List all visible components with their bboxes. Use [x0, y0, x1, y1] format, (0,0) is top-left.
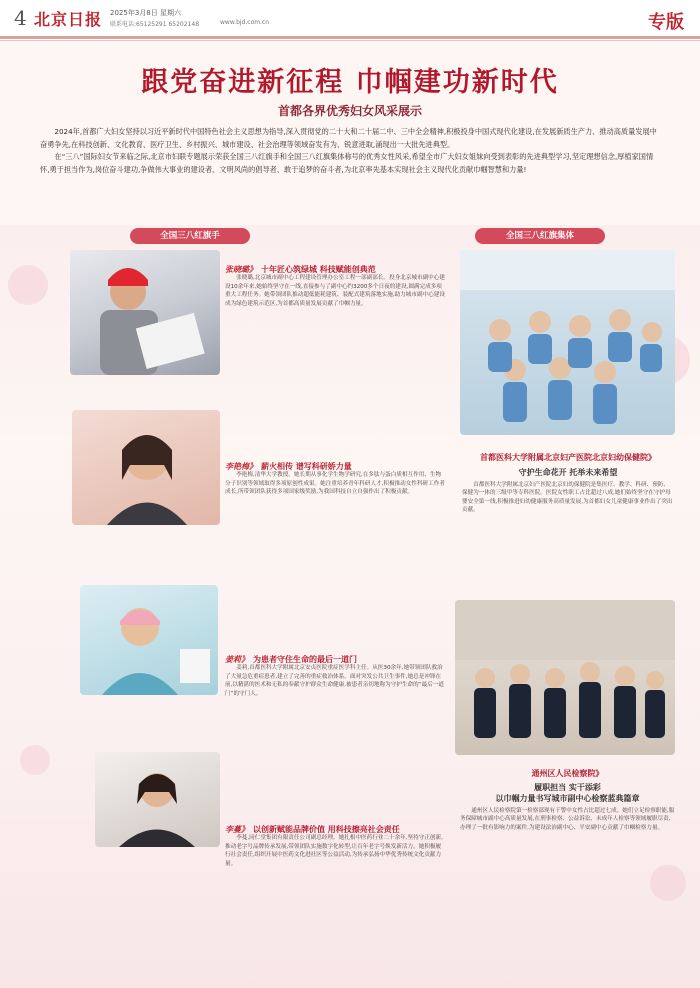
- article-person-name: 李艳梅》: [225, 462, 257, 471]
- organization-name: 通州区人民检察院》: [531, 769, 604, 778]
- article-person-name: 李蔓》: [225, 825, 249, 834]
- newspaper-name: 北京日报: [34, 10, 103, 29]
- side-article-body-wrap: [462, 481, 674, 515]
- website-url: www.bjd.com.cn: [220, 19, 270, 26]
- person-illustration-icon: [95, 752, 220, 847]
- page-subtitle: 首都各界优秀妇女风采展示: [277, 104, 422, 118]
- portrait-photo-jiang: [80, 585, 218, 695]
- article-zhang: [225, 266, 445, 308]
- petal-decoration: [8, 265, 48, 305]
- contact-phone: 联系电话:65125291 65202148: [110, 21, 200, 28]
- page-number: 4: [14, 6, 27, 30]
- side-article-title: 履职担当 实干添彩 以巾帼力量书写城市副中心检察蓝典篇章: [495, 783, 640, 803]
- group-illustration-icon: [455, 600, 675, 755]
- side-article-body: 通州区人民检察院第一检察部现有干警中女性占比超过七成。她们立足检察职能,服务保障城市副中心高质量发展,在刑事检察、公益诉讼、未成年人检察等领域履职尽责,办理了一批有影响力的案件,为建设法治副中心、平安副中心贡献了巾帼检察力量。: [460, 808, 675, 831]
- organization-name: 首都医科大学附属北京妇产医院北京妇幼保健院》: [480, 453, 656, 462]
- section-tag: 专版: [648, 12, 684, 33]
- portrait-photo-li: [72, 410, 220, 525]
- person-illustration-icon: [70, 250, 220, 375]
- article-title: 十年匠心筑绿城 科技赋能创典范: [261, 265, 376, 274]
- group-photo-procuratorate: [455, 600, 675, 755]
- article-body: 李艳梅,清华大学教授。她长期从事化学生物学研究,在多肽与蛋白质相互作用、生物分子识别等领域取得多项原创性成果。她注重培养青年科研人才,积极推动女性科研工作者成长,所带领团队获得多项国家级奖励,为我国科技自立自强作出了积极贡献。: [225, 472, 445, 496]
- article-body: 姜莉,首都医科大学附属北京安贞医院重症医学科主任。从医30余年,她带领团队救治了大量急危重症患者,建立了完善的重症救治体系。面对突发公共卫生事件,她总是冲锋在前,以精湛的医术和无私的奉献守护群众生命健康,被患者亲切地称为守护生命的“最后一道门”的守门人。: [225, 665, 445, 697]
- ribbon-left: 全国三八红旗手: [130, 228, 250, 244]
- article-title: 为患者守住生命的最后一道门: [253, 655, 357, 664]
- article-body: 张晓璐,北京城市副中心工程建设管理办公室工程一部副部长。投身北京城市副中心建设10余年来,她始终坚守在一线,直接参与了副中心约3200多个日夜的建设,圆满完成多项重大工程任务。她带领团队推动超低能耗建筑、装配式建筑落地实施,助力城市副中心建设成为绿色建筑示范区,为首都高质量发展贡献了巾帼力量。: [225, 275, 445, 307]
- side-article-procuratorate: [460, 768, 675, 832]
- group-illustration-icon: [460, 250, 675, 435]
- masthead: [0, 0, 700, 41]
- article-title: 薪火相传 谱写科研娇力量: [261, 462, 352, 471]
- petal-decoration: [650, 865, 686, 901]
- article-heading: [225, 463, 445, 471]
- intro-text: [40, 126, 660, 176]
- article-title: 以创新赋能品牌价值 用科技擦亮社会责任: [253, 825, 400, 834]
- intro-paragraph: 在“三八”国际妇女节来临之际,北京市妇联专题展示荣获全国三八红旗手和全国三八红旗集体称号的优秀女性风采,希望全市广大妇女姐妹向受到表彰的先进典型学习,坚定理想信念,厚植家国情怀,勇于担当作为,岗位奋斗建功,争做伟大事业的建设者、文明风尚的倡导者、敢于追梦的奋斗者,为北京率先基本实现社会主义现代化贡献巾帼智慧和力量!: [40, 152, 654, 174]
- article-heading: [225, 266, 445, 274]
- petal-decoration: [20, 745, 50, 775]
- person-illustration-icon: [80, 585, 218, 695]
- article-person-name: 姜莉》: [225, 655, 249, 664]
- article-li: [225, 463, 445, 497]
- page-title: 跟党奋进新征程 巾帼建功新时代: [141, 67, 559, 98]
- article-limang: [225, 826, 445, 868]
- article-body: 李蔓,同仁堂集团有限责任公司副总经理。她扎根中医药行业二十余年,坚持守正创新,推动老字号品牌传承发展,带领团队实施数字化转型,让百年老字号焕发新活力。她积极履行社会责任,组织开展中医药文化进社区等公益活动,为传承弘扬中华优秀传统文化贡献力量。: [225, 835, 443, 867]
- header-divider: [0, 36, 700, 39]
- article-jiang: [225, 656, 445, 698]
- side-article-body-wrap: [460, 807, 675, 832]
- side-article-hospital: [462, 452, 674, 515]
- side-article-body: 首都医科大学附属北京妇产医院北京妇幼保健院是集医疗、教学、科研、预防、保健为一体的三级甲等专科医院。医院女性职工占比超过八成,她们始终坚守在守护母婴安全第一线,积极推进妇幼健康服务高质量发展,为首都妇女儿童健康事业作出了突出贡献。: [462, 482, 673, 514]
- portrait-photo-zhang: [70, 250, 220, 375]
- group-photo-hospital: [460, 250, 675, 435]
- ribbon-right: 全国三八红旗集体: [475, 228, 605, 244]
- intro-paragraph: 2024年,首都广大妇女坚持以习近平新时代中国特色社会主义思想为指导,深入贯彻党的二十大和二十届二中、三中全会精神,积极投身中国式现代化建设,在发展新质生产力、推动高质量发展中奋勇争先,在科技创新、文化教育、医疗卫生、乡村振兴、城市建设、社会治理等领域奋发有为、锐意进取,涌现出一大批先进典型。: [40, 127, 657, 149]
- article-person-name: 张晓璐》: [225, 265, 257, 274]
- issue-date: 2025年3月8日 星期六: [110, 9, 181, 17]
- person-illustration-icon: [72, 410, 220, 525]
- side-article-title: 守护生命花开 托举未来希望: [518, 468, 618, 477]
- article-heading: [225, 826, 445, 834]
- article-heading: [225, 656, 445, 664]
- portrait-photo-limang: [95, 752, 220, 847]
